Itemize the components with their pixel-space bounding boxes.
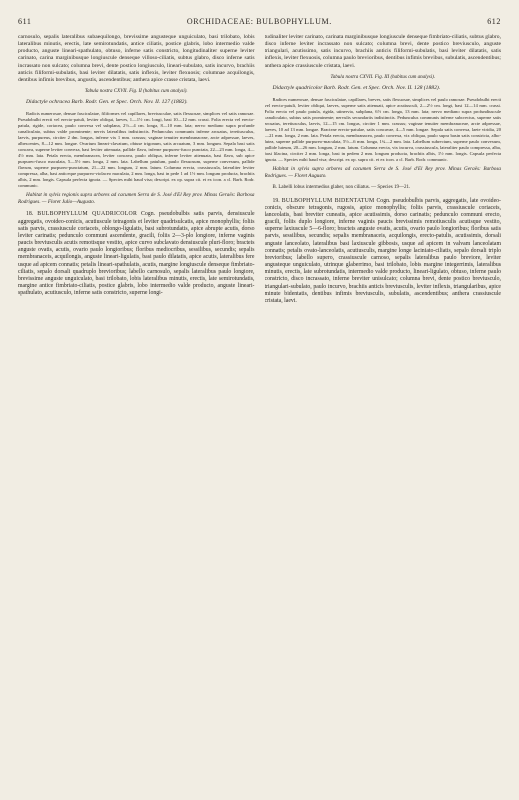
species-19-diagnosis: pseudobulbis parvis, aggregatis, late ovoideo-conicis, obscure tetragonis, rugosis, apice monophyllis; foliis parvis, crassiuscule coriaceis, lanceolatis, basi breviter cuneatis, apice acutissimis, dorso carinatis; pedunculo communi erecto, gracili, foliis duplo longiore, inferne vaginis paucis brevissimis remotiusculis acutisque vestito, superne laxiuscule 5—6-floro; bracteis anguste ovatis, acutis, ovario paulo longioribus; floribus satis parvis, sessilibus, secundis; sepalis membranaceis, acquilongis, erecto-patulis, acutissimis, dorsali anguste lanceolato, lateralibus basi laxiuscule gibbosis, usque ad apicem in valvam lanceolatam connatis; petalis ovato-lanceolatis, acutiusculis, margine longe laciniato-ciliatis, sepalo dorsali triplo brevioribus; labello supero, crassiuscule carnoso, sepalis lateralibus paulo breviore, leviter angusteque unguiculato, utrinque glaberrimo, basi trilobato, lobis margine integerrimis, lateralibus minutis, erectis, late subrotundatis, intermedio valde producto, lineari-ligulato, obtuso, inferne paulo constricto, disco incrassato, inferne breviter unisulcato; columna brevi, dente postico breviusculo, triangulari-subulato, paulo incurvo, brachiis anticis breviusculis, leviter inflexis, triangularibus, apice minute bidentatis, dentibus infimis breviusculis, subulatis, ascendentibus; anthera crassiuscule cristata, laevi. (264, 197, 501, 304)
section-note: B. Labelli lobus intermedius glaber, non ciliatus. — Species 19—21. (272, 185, 411, 191)
species-18-number: 18. (26, 211, 34, 218)
species-18-diagnosis: pseudobulbis satis parvis, densiuscule aggregatis, ovoideo-conicis, acutiuscule tetragonis et leviter quadrisulcatis, apice monophyllis; foliis satis parvis, crassiuscule coriaceis, oblongo-ligulatis, basi subrotundatis, apice abrupte acutis, dorso leviter carinatis; pedunculo communi ascendente, gracili, foliis 2—3-plo longiore, inferne vaginis paucis breviusculis acutis remotisque vestito, apice curvo subclavato densiuscule pluri-floro; bracteis anguste ovatis, acutis, ovario paulo longioribus; floribus mediocribus, sessilibus, secundis; sepalis membranaceis, acquilongis, anguste lineari-ligulatis, basi paulo dilatatis, apice acutis, lateralibus fere usque ad apicem connatis; petalis lineari-spathulatis, acutis, margine longiuscule denseque fimbriato-ciliatis, sepalo dorsali quadruplo brevioribus; labello carnosulo, sepalis lateralibus paulo longiore, brevissime anguste unguiculato, basi trilobato, lobis lateralibus minutis, erectis, late semirotundatis, margine antice fimbriato-ciliatis, postice glabris, lobo intermedio valde producto, anguste lineari-spathulato, acutiusculo, inferne satis constricto, superne longi- (18, 211, 255, 297)
species-18-name: BULBOPHYLLUM QUADRICOLOR (37, 211, 138, 218)
species-18-entry (18, 211, 255, 297)
left-paragraph-continued: carnosulo, sepalis lateralibus subaequilongo, brevissime angusteque unguiculato, basi trilobato, lobis lateralibus minutis, erectis, late semirotundatis, antice ciliatis, postice glabris, lobo intermedio valde producto, anguste lineari-spathulato, obtuso, inferne satis constricto, longitudinaliter superne leviter carinato, carina marginibusque longiuscule denseque villoso-ciliatis, subtus glabro, disco inferne satis incrassato non sulcato; columna brevi, dente postico longiusculo, lineari-subulato, satis incurvo, brachiis anticis filiformi-subulatis, basi leviter dilatatis, satis inflexis, leviter flexuosis; columnae acquilongis, dentibus infimis brevibus, angustis, ascendentibus; anthera apice crasse cristata, laevi. (18, 34, 255, 83)
running-title: ORCHIDACEAE: BULBOPHYLLUM. (186, 16, 332, 26)
left-plate-caption: Tabula nostra CXVII. Fig. II (habitus cum analysi). (84, 89, 188, 95)
right-synonym-reference: Didactyle quadricolor Barb. Rodr. Gen. et Spec. Orch. Nov. II. 128 (1882). (272, 84, 441, 91)
right-plate-caption: Tabula nostra CXVII. Fig. III (habitus cum analysi). (330, 74, 436, 80)
species-19-author: Cogn. (376, 197, 391, 204)
left-synonym-reference: Didactyle ochracea Barb. Rodr. Gen. et Spec. Orch. Nov. II. 127 (1882). (26, 99, 188, 106)
right-paragraph-continued: tudinaliter leviter carinato, carinata marginibusque longiuscule denseque fimbriato-ciliatis, subtus glabro, disco inferne leviter incrassato non sulcato; columna brevi, dente postico breviusculo, anguste triangulari, acutissimo, satis incurvo, brachiis anticis filiformi-subulatis, basi leviter dilatatis, satis inflexis, leviter flexuosis, columna paulo brevioribus, dentibus infimis brevibus, subulatis, ascendentibus; anthera apice crassiuscule cristata, laevi. (264, 34, 501, 69)
right-column (265, 34, 502, 790)
species-19-entry (265, 198, 502, 305)
species-19-number: 19. (272, 197, 280, 204)
species-19-name: BULBOPHYLLUM BIDENTATUM (281, 197, 375, 204)
left-page-number: 611 (18, 16, 32, 26)
two-column-body (18, 34, 501, 790)
left-habitat: Habitat in sylvis regionis supra arbores ad cacumen Serra de S. José d'El Rey prov. Minas Geraës: Barbosa Rodrigues. — Floret Julio—Augusto. (18, 192, 255, 205)
page-header (18, 14, 501, 28)
right-habitat: Habitat in sylvis supra arbores ad cacumen Serra de S. José d'El Rey prov. Minas Geraës: Barbosa Rodrigues. — Floret Augusto. (264, 165, 501, 179)
left-column (18, 34, 255, 790)
right-description: Radices numerosae, densae fasciculatae, capillares, breves, satis flexuosae, simplices vel paulo ramosae. Pseudobulbi erecti vel erecto-patuli, leviter obliqui, laeves, superne satis attenuati, apice acutiusculi, 2—2½ cm. longi, basi 12—14 mm. crassi. Folia erecta vel paulo patula, rigida, utinervia, subplana, 6½ cm. longa, 13 mm. lata; nervo mediano supra profundiuscule canaliculato, subtus satis prominente; nervulis secundariis indistinctis. Pedunculus communis inferne subcrectus, superne satis arcuatus, teretiusculus, laevis, 12—15 cm. longus, circiter 1 mm. crassus; vaginae tenuiter membranaceae, arcte adpressae, laeves, 10 ad 13 mm. longae. Bracteae erecto-patulae, satis concavae, 4—5 mm. longae. Sepala satis convexa, laete viridia, 20—21 mm. longa, 2 mm. lata. Petala erecta, membranacea, paulo convexa, vix obliqua, paulo supra basin satis constricta, albo-lutea, superne pallide purpureo-maculata, 5½—6 mm. longa, 1¾—2 mm. lata. Labellum subrectum, superne paulo convexum, pallide luteum, 20—26 mm. longum, 2 mm. latum. Columna erecta, vix incurva, crassiuscula, lateraliter paulo compressa, alba, basi lilacina, circiter 2 mm. longa, basi in pedem 2 mm. longum producta, brachiis albis, 1½ mm. longis. Capsula perfecta ignota. — Species mihi haud visa; descript. ex op. supra cit. et ex icon. a cl. Barb. Rodr. communic. (264, 96, 501, 162)
right-page-number: 612 (487, 16, 501, 26)
left-description: Radicis numerosae, densae fasciculatae, filiformes vel capillares, breviusculae, satis flexuosae, simplices vel satis ramosae. Pseudobulbi erecti vel erecto-patuli, leviter obliqui, laeves, 1—1½ cm. longi, basi 10—12 mm. crassi. Folia erecta vel erecto-patula, rigide, coriacea, paulo convexa vel subplana, 2½—4 cm. longa, 8—10 mm. lata; nervo mediano supra profunde canaliculato, subtus valde prominente; nervis lateralibus indistinctis. Pedunculus communis inferne arcuatus, teretiusculus, laevis, purpureus, circiter 2 dm. longus, inferne vix 1 mm. crassus; vaginae tenuiter membranaceae, arcte adpressae, laeves, albescentes, 8—12 mm. longae. Ovarium lineari-clavatum, obtuse trigonum, satis arcuatum, 3 mm. longum. Sepala basi satis concava, superne leviter convexa, basi leviter attenuata, pallide flava, inferne purpureo-fusco punctata, 22—23 mm. longa, 4—4½ mm. lata. Petala erecta, membranacea, leviter concava, paulo obliqua, inferne leviter attenuata, basi flava, sub apice purpureo-fusco maculata, 5—5½ mm. longa, 2 mm. lata. Labellum patulum, paulo flexuosum, superne convexum, pallide flavum, superne purpureo-punctatum, 21—22 mm. longum, 2 mm. latum. Columna erecta, crassiuscula, lateraliter leviter compressa, alba, basi anticeque purpureo-violaceo maculata, 2 mm. longa, basi in pede 1 ad 1½ mm. longum producta, brachiis albis, 2 mm. longis. Capsula perfecta ignota. — Species mihi haud visa; descript. ex op. supra cit. et ex icon. a cl. Barb. Rodr. communic. (18, 111, 255, 189)
species-18-author: Cogn. (141, 211, 156, 218)
